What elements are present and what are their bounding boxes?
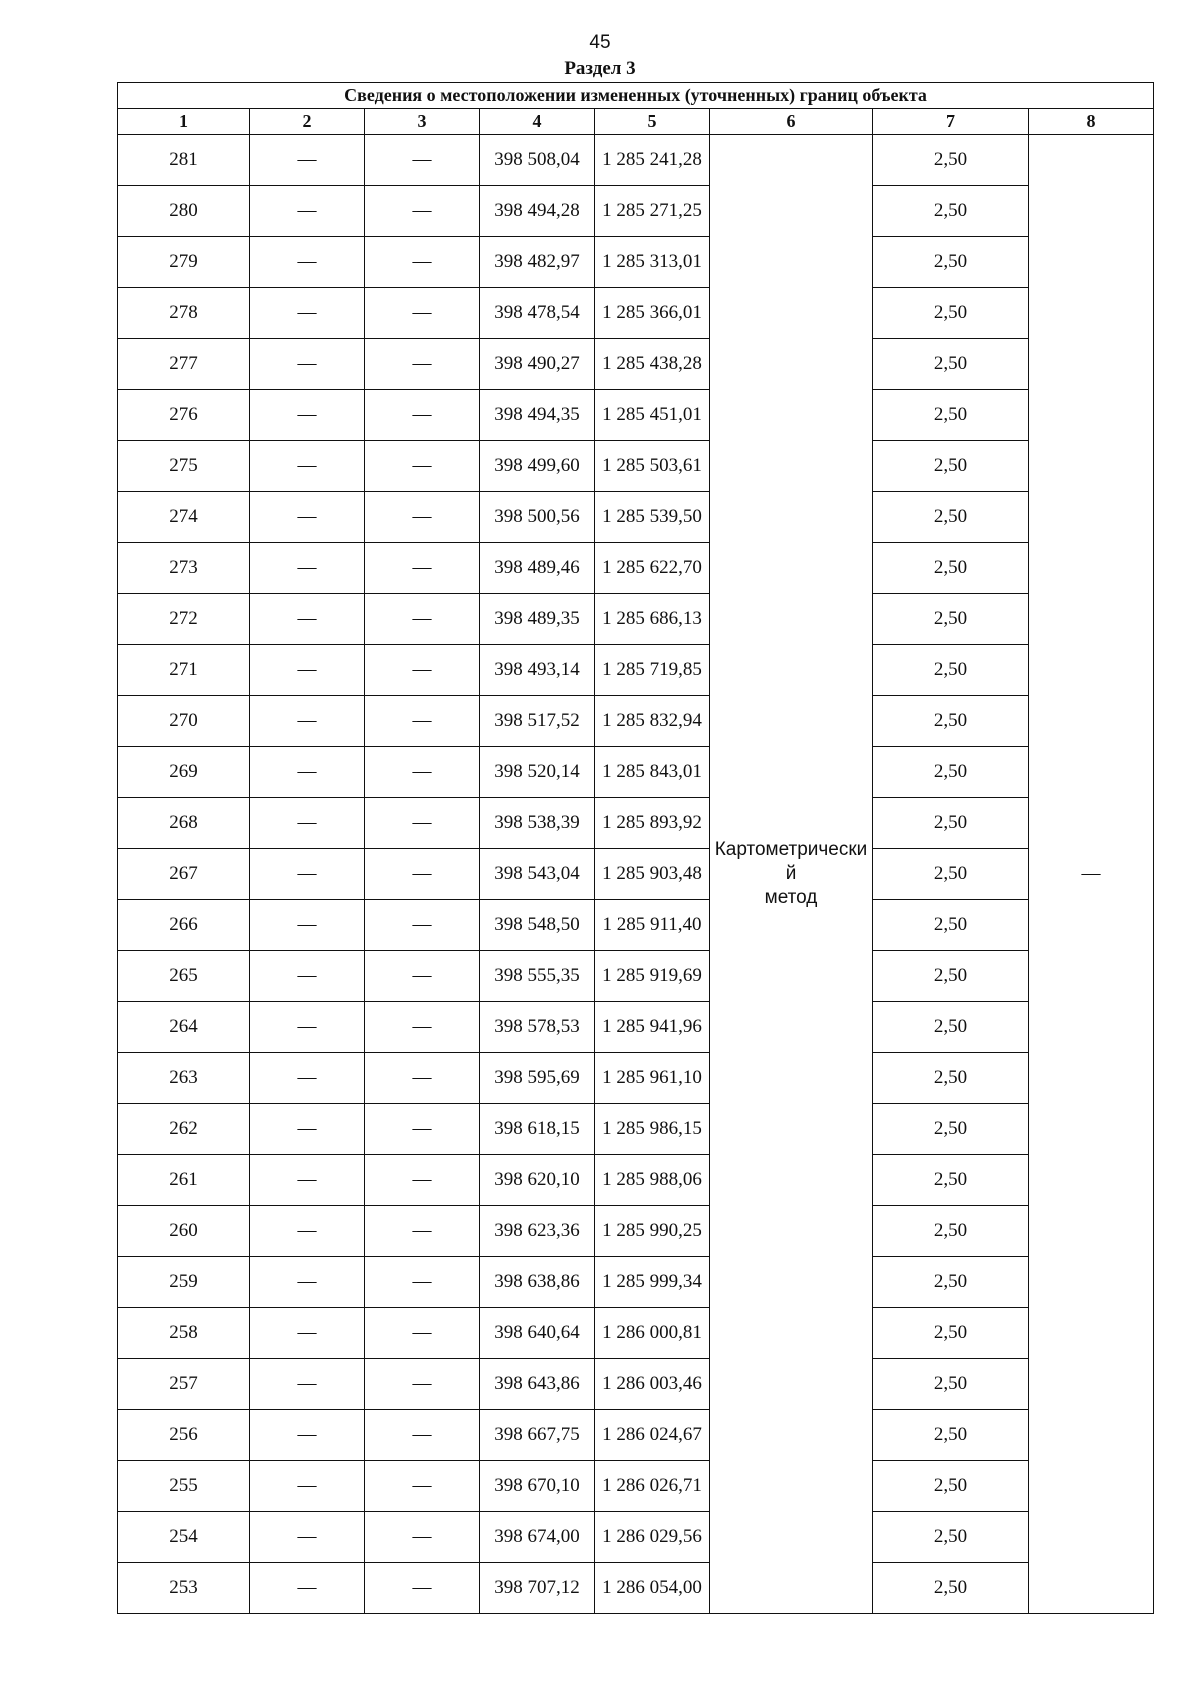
point-number-cell: 272 (118, 594, 250, 645)
column3-cell: — (365, 1512, 480, 1563)
point-number-cell: 261 (118, 1155, 250, 1206)
column-number: 2 (250, 109, 365, 135)
accuracy-cell: 2,50 (873, 339, 1029, 390)
table-row (118, 696, 1154, 747)
table-row (118, 798, 1154, 849)
accuracy-cell: 2,50 (873, 1410, 1029, 1461)
point-number-cell: 258 (118, 1308, 250, 1359)
table-row (118, 1002, 1154, 1053)
table-row (118, 951, 1154, 1002)
column2-cell: — (250, 1053, 365, 1104)
method-text-line: й (785, 863, 797, 884)
column2-cell: — (250, 237, 365, 288)
y-coordinate-cell: 1 285 366,01 (595, 288, 710, 339)
point-number-cell: 269 (118, 747, 250, 798)
column2-cell: — (250, 135, 365, 186)
x-coordinate-cell: 398 500,56 (480, 492, 595, 543)
column3-cell: — (365, 186, 480, 237)
page-number: 45 (589, 32, 611, 53)
table-row (118, 135, 1154, 186)
x-coordinate-cell: 398 620,10 (480, 1155, 595, 1206)
column3-cell: — (365, 696, 480, 747)
table-row (118, 339, 1154, 390)
accuracy-cell: 2,50 (873, 1155, 1029, 1206)
y-coordinate-cell: 1 285 986,15 (595, 1104, 710, 1155)
column2-cell: — (250, 339, 365, 390)
x-coordinate-cell: 398 493,14 (480, 645, 595, 696)
column3-cell: — (365, 135, 480, 186)
method-text-line: Картометрически (714, 839, 868, 860)
y-coordinate-cell: 1 285 622,70 (595, 543, 710, 594)
column3-cell: — (365, 1308, 480, 1359)
column3-cell: — (365, 747, 480, 798)
table-row (118, 747, 1154, 798)
point-number-cell: 254 (118, 1512, 250, 1563)
point-number-cell: 268 (118, 798, 250, 849)
y-coordinate-cell: 1 285 893,92 (595, 798, 710, 849)
x-coordinate-cell: 398 640,64 (480, 1308, 595, 1359)
column2-cell: — (250, 186, 365, 237)
x-coordinate-cell: 398 499,60 (480, 441, 595, 492)
column2-cell: — (250, 951, 365, 1002)
table-row (118, 1206, 1154, 1257)
accuracy-cell: 2,50 (873, 747, 1029, 798)
column-number: 8 (1029, 109, 1154, 135)
point-number-cell: 276 (118, 390, 250, 441)
accuracy-cell: 2,50 (873, 135, 1029, 186)
column3-cell: — (365, 1206, 480, 1257)
accuracy-cell: 2,50 (873, 1002, 1029, 1053)
point-number-cell: 271 (118, 645, 250, 696)
column2-cell: — (250, 1308, 365, 1359)
accuracy-cell: 2,50 (873, 1206, 1029, 1257)
accuracy-cell: 2,50 (873, 594, 1029, 645)
table-row (118, 492, 1154, 543)
column3-cell: — (365, 339, 480, 390)
column3-cell: — (365, 900, 480, 951)
accuracy-cell: 2,50 (873, 1104, 1029, 1155)
column2-cell: — (250, 543, 365, 594)
column2-cell: — (250, 1359, 365, 1410)
column3-cell: — (365, 543, 480, 594)
column3-cell: — (365, 798, 480, 849)
y-coordinate-cell: 1 285 843,01 (595, 747, 710, 798)
column2-cell: — (250, 1002, 365, 1053)
x-coordinate-cell: 398 618,15 (480, 1104, 595, 1155)
method-text-line: метод (764, 887, 818, 908)
table-row (118, 1308, 1154, 1359)
y-coordinate-cell: 1 285 832,94 (595, 696, 710, 747)
point-number-cell: 257 (118, 1359, 250, 1410)
y-coordinate-cell: 1 285 903,48 (595, 849, 710, 900)
column-number: 3 (365, 109, 480, 135)
column3-cell: — (365, 1257, 480, 1308)
table-row (118, 1461, 1154, 1512)
y-coordinate-cell: 1 285 919,69 (595, 951, 710, 1002)
table-row (118, 1257, 1154, 1308)
column2-cell: — (250, 288, 365, 339)
y-coordinate-cell: 1 285 271,25 (595, 186, 710, 237)
accuracy-cell: 2,50 (873, 237, 1029, 288)
y-coordinate-cell: 1 285 999,34 (595, 1257, 710, 1308)
accuracy-cell: 2,50 (873, 1512, 1029, 1563)
point-number-cell: 259 (118, 1257, 250, 1308)
point-number-cell: 265 (118, 951, 250, 1002)
column-number: 6 (710, 109, 873, 135)
column8-cell: — (1029, 135, 1154, 1614)
accuracy-cell: 2,50 (873, 1563, 1029, 1614)
table-row (118, 1512, 1154, 1563)
table-row (118, 1563, 1154, 1614)
column2-cell: — (250, 1206, 365, 1257)
point-number-cell: 273 (118, 543, 250, 594)
table-row (118, 237, 1154, 288)
x-coordinate-cell: 398 555,35 (480, 951, 595, 1002)
column2-cell: — (250, 441, 365, 492)
column3-cell: — (365, 1002, 480, 1053)
point-number-cell: 256 (118, 1410, 250, 1461)
table-row (118, 390, 1154, 441)
y-coordinate-cell: 1 285 686,13 (595, 594, 710, 645)
column2-cell: — (250, 1461, 365, 1512)
table-row (118, 1053, 1154, 1104)
point-number-cell: 275 (118, 441, 250, 492)
y-coordinate-cell: 1 285 988,06 (595, 1155, 710, 1206)
accuracy-cell: 2,50 (873, 645, 1029, 696)
accuracy-cell: 2,50 (873, 1461, 1029, 1512)
x-coordinate-cell: 398 508,04 (480, 135, 595, 186)
y-coordinate-cell: 1 286 029,56 (595, 1512, 710, 1563)
accuracy-cell: 2,50 (873, 951, 1029, 1002)
y-coordinate-cell: 1 285 503,61 (595, 441, 710, 492)
column3-cell: — (365, 1359, 480, 1410)
x-coordinate-cell: 398 538,39 (480, 798, 595, 849)
column3-cell: — (365, 1563, 480, 1614)
x-coordinate-cell: 398 638,86 (480, 1257, 595, 1308)
column3-cell: — (365, 1155, 480, 1206)
column-number: 4 (480, 109, 595, 135)
column-number: 7 (873, 109, 1029, 135)
column-number: 1 (118, 109, 250, 135)
x-coordinate-cell: 398 707,12 (480, 1563, 595, 1614)
accuracy-cell: 2,50 (873, 849, 1029, 900)
column2-cell: — (250, 390, 365, 441)
point-number-cell: 274 (118, 492, 250, 543)
table-row (118, 1410, 1154, 1461)
column2-cell: — (250, 594, 365, 645)
x-coordinate-cell: 398 623,36 (480, 1206, 595, 1257)
x-coordinate-cell: 398 548,50 (480, 900, 595, 951)
column3-cell: — (365, 237, 480, 288)
accuracy-cell: 2,50 (873, 543, 1029, 594)
accuracy-cell: 2,50 (873, 288, 1029, 339)
y-coordinate-cell: 1 285 539,50 (595, 492, 710, 543)
table-row (118, 1359, 1154, 1410)
x-coordinate-cell: 398 670,10 (480, 1461, 595, 1512)
point-number-cell: 280 (118, 186, 250, 237)
x-coordinate-cell: 398 478,54 (480, 288, 595, 339)
point-number-cell: 264 (118, 1002, 250, 1053)
table-row (118, 1104, 1154, 1155)
point-number-cell: 281 (118, 135, 250, 186)
y-coordinate-cell: 1 286 000,81 (595, 1308, 710, 1359)
x-coordinate-cell: 398 489,35 (480, 594, 595, 645)
column3-cell: — (365, 1461, 480, 1512)
table-row (118, 543, 1154, 594)
method-cell (710, 135, 873, 1614)
accuracy-cell: 2,50 (873, 1308, 1029, 1359)
point-number-cell: 253 (118, 1563, 250, 1614)
column3-cell: — (365, 390, 480, 441)
y-coordinate-cell: 1 285 438,28 (595, 339, 710, 390)
x-coordinate-cell: 398 578,53 (480, 1002, 595, 1053)
column2-cell: — (250, 645, 365, 696)
x-coordinate-cell: 398 490,27 (480, 339, 595, 390)
table-body (118, 135, 1154, 1614)
y-coordinate-cell: 1 285 990,25 (595, 1206, 710, 1257)
y-coordinate-cell: 1 286 024,67 (595, 1410, 710, 1461)
point-number-cell: 262 (118, 1104, 250, 1155)
column3-cell: — (365, 1053, 480, 1104)
column3-cell: — (365, 441, 480, 492)
y-coordinate-cell: 1 285 241,28 (595, 135, 710, 186)
table-row (118, 900, 1154, 951)
column-number: 5 (595, 109, 710, 135)
column3-cell: — (365, 849, 480, 900)
column2-cell: — (250, 1104, 365, 1155)
y-coordinate-cell: 1 286 003,46 (595, 1359, 710, 1410)
point-number-cell: 270 (118, 696, 250, 747)
column3-cell: — (365, 951, 480, 1002)
column2-cell: — (250, 1563, 365, 1614)
column2-cell: — (250, 1257, 365, 1308)
x-coordinate-cell: 398 595,69 (480, 1053, 595, 1104)
accuracy-cell: 2,50 (873, 1359, 1029, 1410)
point-number-cell: 263 (118, 1053, 250, 1104)
point-number-cell: 255 (118, 1461, 250, 1512)
table-caption: Сведения о местоположении измененных (уточненных) границ объекта (118, 83, 1154, 109)
point-number-cell: 260 (118, 1206, 250, 1257)
column2-cell: — (250, 900, 365, 951)
y-coordinate-cell: 1 286 026,71 (595, 1461, 710, 1512)
x-coordinate-cell: 398 667,75 (480, 1410, 595, 1461)
column3-cell: — (365, 492, 480, 543)
x-coordinate-cell: 398 543,04 (480, 849, 595, 900)
column3-cell: — (365, 1104, 480, 1155)
x-coordinate-cell: 398 489,46 (480, 543, 595, 594)
y-coordinate-cell: 1 286 054,00 (595, 1563, 710, 1614)
section-title: Раздел 3 (564, 58, 636, 79)
column2-cell: — (250, 747, 365, 798)
point-number-cell: 279 (118, 237, 250, 288)
table-row (118, 441, 1154, 492)
boundary-table (117, 82, 1154, 1614)
y-coordinate-cell: 1 285 719,85 (595, 645, 710, 696)
column2-cell: — (250, 798, 365, 849)
point-number-cell: 278 (118, 288, 250, 339)
x-coordinate-cell: 398 674,00 (480, 1512, 595, 1563)
column2-cell: — (250, 849, 365, 900)
point-number-cell: 266 (118, 900, 250, 951)
column2-cell: — (250, 1410, 365, 1461)
accuracy-cell: 2,50 (873, 441, 1029, 492)
table-row (118, 186, 1154, 237)
x-coordinate-cell: 398 482,97 (480, 237, 595, 288)
accuracy-cell: 2,50 (873, 390, 1029, 441)
accuracy-cell: 2,50 (873, 1053, 1029, 1104)
column2-cell: — (250, 696, 365, 747)
column2-cell: — (250, 492, 365, 543)
x-coordinate-cell: 398 494,35 (480, 390, 595, 441)
point-number-cell: 267 (118, 849, 250, 900)
accuracy-cell: 2,50 (873, 900, 1029, 951)
column2-cell: — (250, 1155, 365, 1206)
x-coordinate-cell: 398 494,28 (480, 186, 595, 237)
column3-cell: — (365, 645, 480, 696)
table-row (118, 594, 1154, 645)
y-coordinate-cell: 1 285 313,01 (595, 237, 710, 288)
table-row (118, 1155, 1154, 1206)
table-row (118, 645, 1154, 696)
y-coordinate-cell: 1 285 911,40 (595, 900, 710, 951)
accuracy-cell: 2,50 (873, 798, 1029, 849)
column3-cell: — (365, 288, 480, 339)
accuracy-cell: 2,50 (873, 696, 1029, 747)
column3-cell: — (365, 594, 480, 645)
table-row (118, 849, 1154, 900)
column2-cell: — (250, 1512, 365, 1563)
point-number-cell: 277 (118, 339, 250, 390)
y-coordinate-cell: 1 285 941,96 (595, 1002, 710, 1053)
x-coordinate-cell: 398 643,86 (480, 1359, 595, 1410)
x-coordinate-cell: 398 517,52 (480, 696, 595, 747)
x-coordinate-cell: 398 520,14 (480, 747, 595, 798)
accuracy-cell: 2,50 (873, 492, 1029, 543)
y-coordinate-cell: 1 285 961,10 (595, 1053, 710, 1104)
table-row (118, 288, 1154, 339)
accuracy-cell: 2,50 (873, 186, 1029, 237)
accuracy-cell: 2,50 (873, 1257, 1029, 1308)
column3-cell: — (365, 1410, 480, 1461)
y-coordinate-cell: 1 285 451,01 (595, 390, 710, 441)
